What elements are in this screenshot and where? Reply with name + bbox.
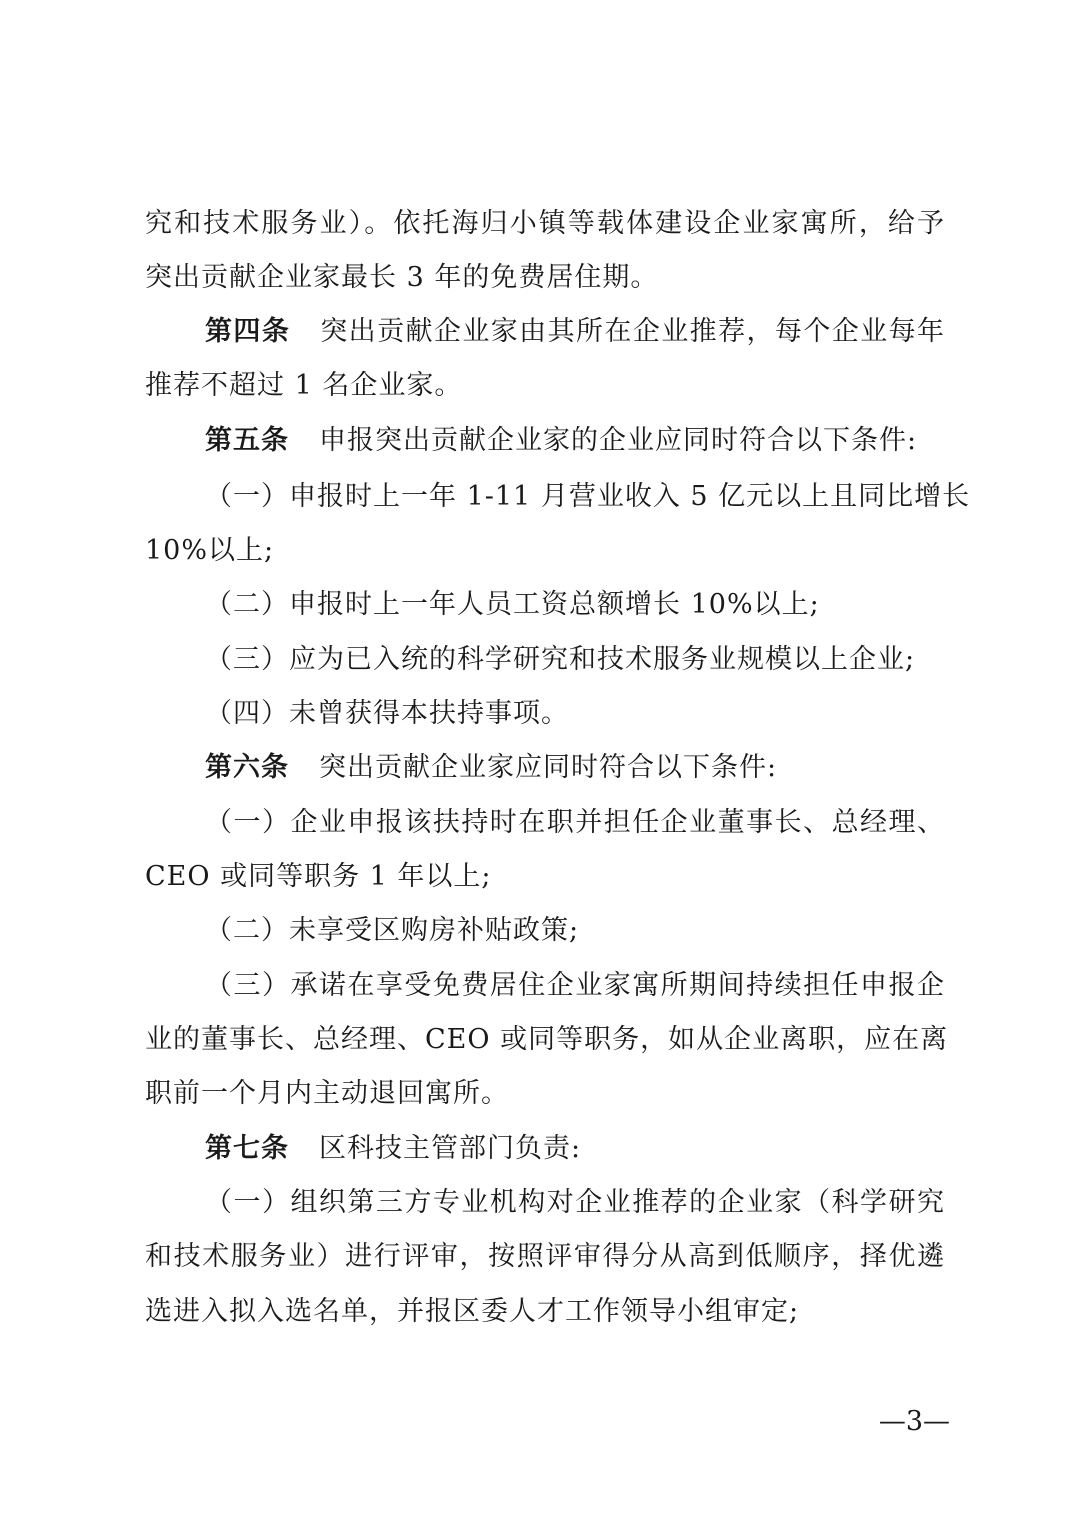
body-text-line: 究和技术服务业）。依托海归小镇等载体建设企业家寓所，给予: [145, 208, 945, 239]
body-text-line: 突出贡献企业家最长 3 年的免费居住期。: [145, 262, 659, 293]
list-item: （二）未享受区购房补贴政策;: [205, 915, 580, 946]
list-item: （三）承诺在享受免费居住企业家寓所期间持续担任申报企: [205, 970, 945, 1001]
body-text-line: 选进入拟入选名单，并报区委人才工作领导小组审定;: [145, 1296, 800, 1327]
body-text-line: 业的董事长、总经理、CEO 或同等职务，如从企业离职，应在离: [145, 1024, 949, 1055]
list-item: （一）组织第三方专业机构对企业推荐的企业家（科学研究: [205, 1187, 945, 1218]
article-7-label: 第七条: [205, 1133, 289, 1164]
body-text-line: 推荐不超过 1 名企业家。: [145, 370, 463, 401]
article-4-label: 第四条: [205, 316, 291, 347]
body-text-line: 和技术服务业）进行评审，按照评审得分从高到低顺序，择优遴: [145, 1241, 945, 1272]
body-text-line: 10%以上;: [145, 535, 275, 566]
body-text-line: 职前一个月内主动退回寓所。: [145, 1078, 509, 1109]
body-text: 区科技主管部门负责:: [319, 1133, 582, 1164]
list-item: （四）未曾获得本扶持事项。: [205, 698, 569, 729]
list-item: （一）企业申报该扶持时在职并担任企业董事长、总经理、: [205, 807, 945, 838]
list-item: （一）申报时上一年 1-11 月营业收入 5 亿元以上且同比增长: [205, 481, 971, 512]
article-6-paragraph: [205, 748, 945, 788]
article-5-paragraph: [205, 421, 945, 461]
body-text: 突出贡献企业家应同时符合以下条件:: [319, 752, 778, 783]
article-6-label: 第六条: [205, 752, 289, 783]
list-item: （二）申报时上一年人员工资总额增长 10%以上;: [205, 589, 820, 620]
article-4-paragraph: [205, 312, 945, 352]
page-number: —3—: [878, 1406, 950, 1437]
article-5-label: 第五条: [205, 425, 289, 456]
article-7-paragraph: [205, 1129, 945, 1169]
body-text: 申报突出贡献企业家的企业应同时符合以下条件:: [319, 425, 918, 456]
body-text-line: CEO 或同等职务 1 年以上;: [145, 861, 492, 892]
body-text: 突出贡献企业家由其所在企业推荐，每个企业每年: [320, 316, 945, 347]
list-item: （三）应为已入统的科学研究和技术服务业规模以上企业;: [205, 644, 916, 675]
